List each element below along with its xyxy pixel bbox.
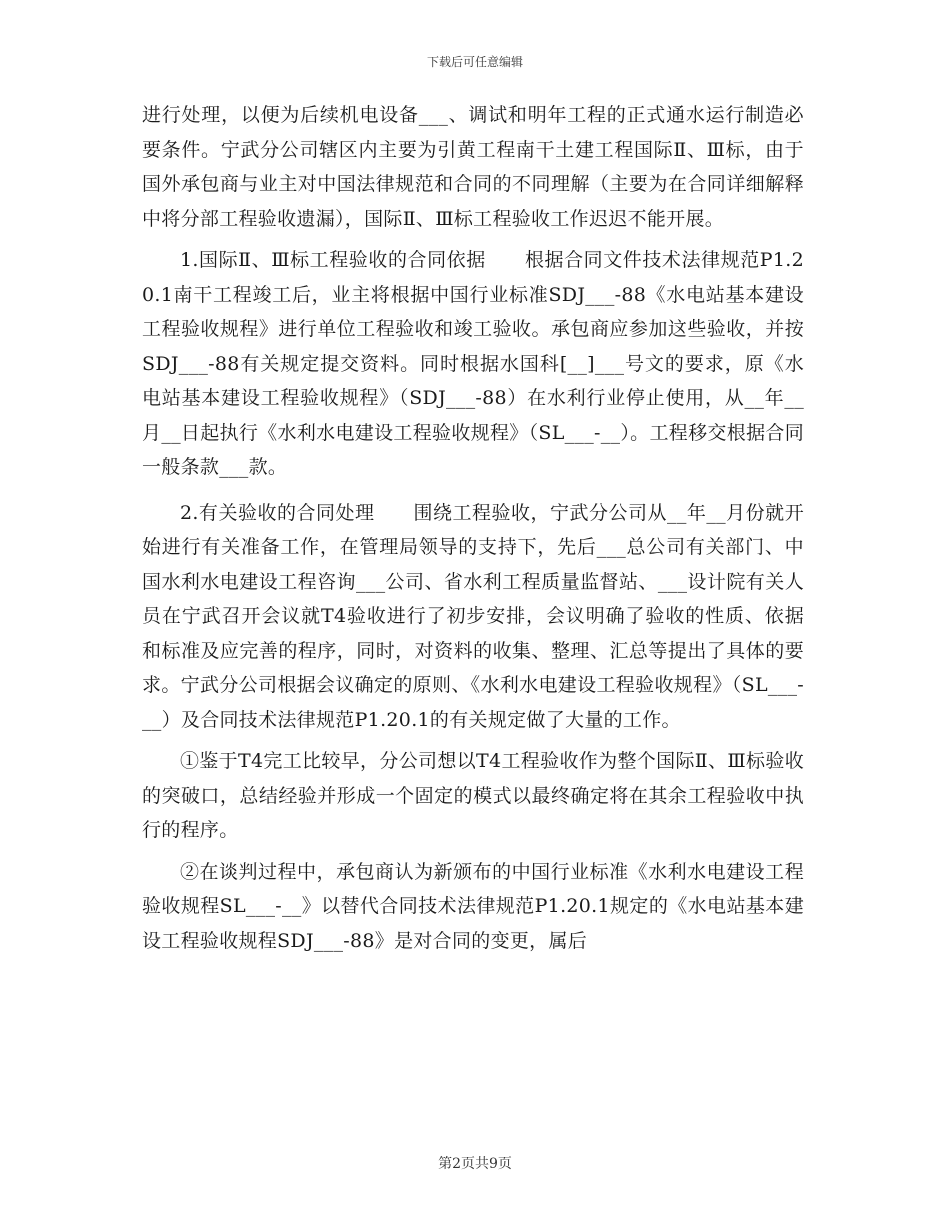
paragraph-item-2: ②在谈判过程中，承包商认为新颁布的中国行业标准《水利水电建设工程验收规程SL___-__》以替代合同技术法律规范P1.20.1规定的《水电站基本建设工程验收规程SDJ___-88》是对合同的变更，属后 — [142, 860, 804, 952]
paragraph-contract-handling: 2.有关验收的合同处理 围绕工程验收，宁武分公司从__年__月份就开始进行有关准备工作，在管理局领导的支持下，先后___总公司有关部门、中国水利水电建设工程咨询___公司、省水利工程质量监督站、___设计院有关人员在宁武召开会议就T4验收进行了初步安排，会议明确了验收的性质、依据和标准及应完善的程序，同时，对资料的收集、整理、汇总等提出了具体的要求。宁武分公司根据会议确定的原则、《水利水电建设工程验收规程》（SL___-__）及合同技术法律规范P1.20.1的有关规定做了大量的工作。 — [142, 501, 804, 731]
page-number: 第2页共9页 — [438, 1156, 512, 1172]
paragraph-continuation: 进行处理，以便为后续机电设备___、调试和明年工程的正式通水运行制造必要条件。宁武分公司辖区内主要为引黄工程南干土建工程国际Ⅱ、Ⅲ标，由于国外承包商与业主对中国法律规范和合同的不同理解（主要为在合同详细解释中将分部工程验收遗漏），国际Ⅱ、Ⅲ标工程验收工作迟迟不能开展。 — [142, 104, 804, 230]
paragraph-item-1: ①鉴于T4完工比较早，分公司想以T4工程验收作为整个国际Ⅱ、Ⅲ标验收的突破口，总结经验并形成一个固定的模式以最终确定将在其余工程验收中执行的程序。 — [142, 750, 804, 841]
paragraph-contract-basis: 1.国际Ⅱ、Ⅲ标工程验收的合同依据 根据合同文件技术法律规范P1.20.1南干工程竣工后，业主将根据中国行业标准SDJ___-88《水电站基本建设工程验收规程》进行单位工程验收和竣工验收。承包商应参加这些验收，并按SDJ___-88有关规定提交资料。同时根据水国科[__]___号文的要求，原《水电站基本建设工程验收规程》（SDJ___-88）在水利行业停止使用，从__年__月__日起执行《水利水电建设工程验收规程》（SL___-__）。工程移交根据合同一般条款___款。 — [142, 249, 804, 478]
page-header: 下载后可任意编辑 — [426, 55, 523, 69]
document-body — [142, 98, 804, 958]
